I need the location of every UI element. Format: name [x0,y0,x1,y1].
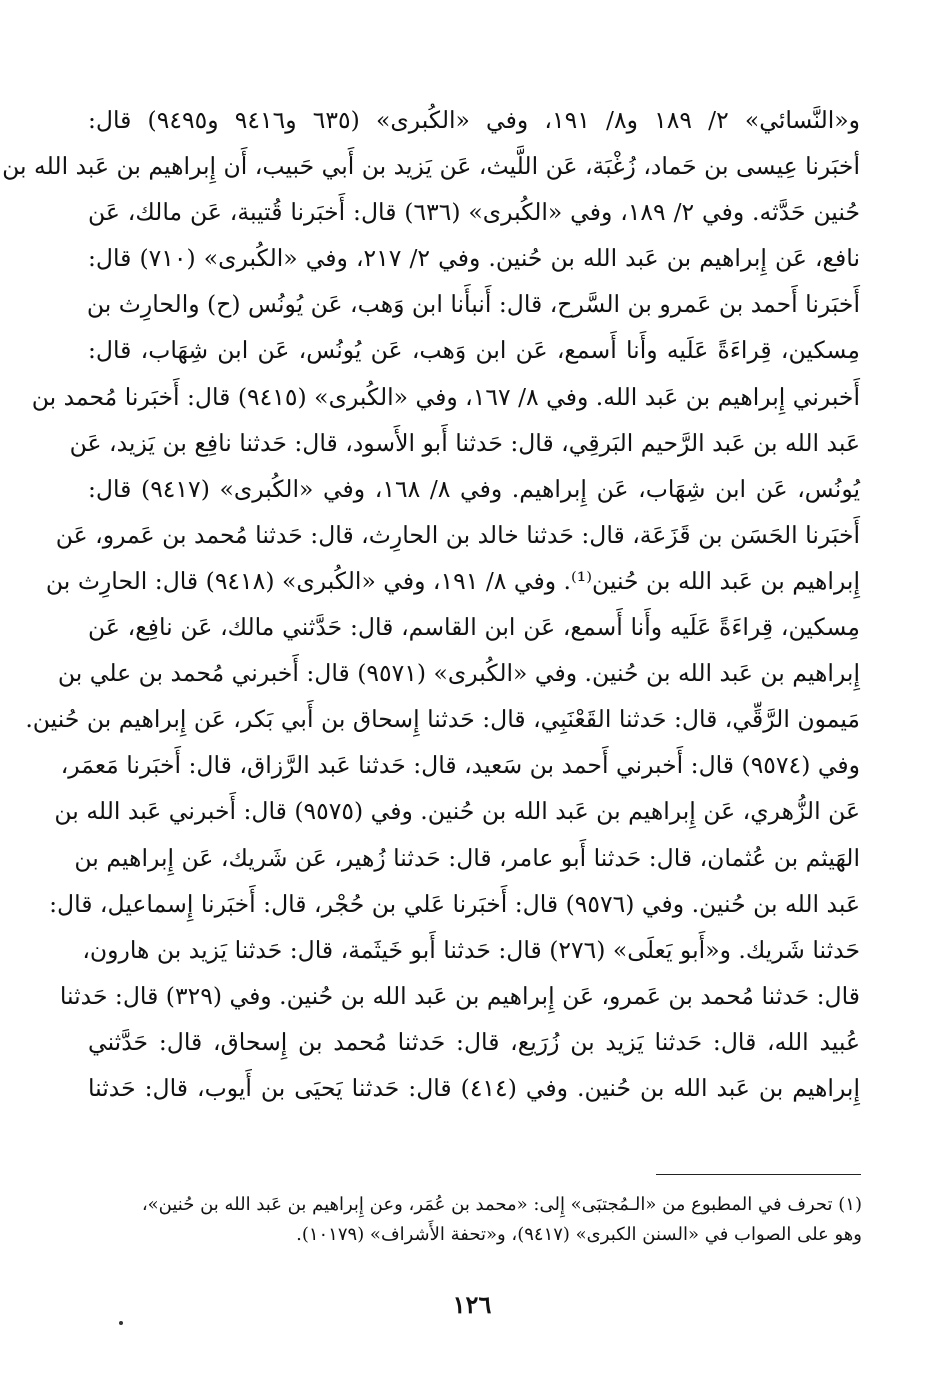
text-line: نافع، عَن إِبراهيم بن عَبد الله بن حُنين. وفي ٢/ ٢١٧، وفي «الكُبرى» (٧١٠) قال: [88,244,860,273]
text-line: إِبراهيم بن عَبد الله بن حُنين⁽¹⁾. وفي ٨/ ١٩١، وفي «الكُبرى» (٩٤١٨) قال: الحارِث بن [45,566,860,595]
text-line: حُنين حَدَّثه. وفي ٢/ ١٨٩، وفي «الكُبرى» (٦٣٦) قال: أَخبَرنا قُتيبة، عَن مالك، عَن [88,198,861,227]
text-line: أَخبَرنا أَحمد بن عَمرو بن السَّرح، قال: أَنبأَنا ابن وَهب، عَن يُونُس (ح) والحارِث بن [86,290,860,319]
footnote-divider [656,1174,861,1175]
text-line: و«النَّسائي» ٢/ ١٨٩ و٨/ ١٩١، وفي «الكُبرى» (٦٣٥ و٩٤١٦ و٩٤٩٥) قال: [88,106,861,134]
text-line: وفي (٩٥٧٤) قال: أَخبرني أَحمد بن سَعيد، قال: حَدثنا عَبد الرَّزاق، قال: أَخبَرنا مَعمَر، [60,751,860,780]
text-line: حَدثنا شَريك. و«أَبو يَعلَى» (٢٧٦) قال: حَدثنا أَبو خَيثَمة، قال: حَدثنا يَزيد بن هارون، [82,935,860,964]
footnote-line: (١) تحرف في المطبوع من «الـمُجتبَى» إِلى: «محمد بن عُمَر، وعن إِبراهيم بن عَبد الله بن حُنين»، [141,1194,862,1215]
text-line: عَبد الله بن عَبد الرَّحيم البَرقِي، قال: حَدثنا أَبو الأَسود، قال: حَدثنا نافِع بن يَزيد، عَن [69,428,860,457]
text-line: يُونُس، عَن ابن شِهَاب، عَن إِبراهيم. وفي ٨/ ١٦٨، وفي «الكُبرى» (٩٤١٧) قال: [88,474,860,503]
text-line: أخبَرنا عِيسى بن حَماد، زُغْبَة، عَن اللَّيث، عَن يَزيد بن أَبي حَبيب، أَن إِبراهيم بن عَبد الله بن [2,152,860,181]
text-line: قال: حَدثنا مُحمد بن عَمرو، عَن إِبراهيم بن عَبد الله بن حُنين. وفي (٣٢٩) قال: حَدثنا [59,981,860,1010]
text-line: عَبد الله بن حُنين. وفي (٩٥٧٦) قال: أَخبَرنا عَلي بن حُجْر، قال: أَخبَرنا إِسماعيل، قال: [49,889,860,918]
footnote-line: وهو على الصواب في «السنن الكبرى» (٩٤١٧)، و«تحفة الأَشراف» (١٠١٧٩). [296,1224,862,1245]
text-line: الهَيثم بن عُثمان، قال: حَدثنا أَبو عامر، قال: حَدثنا زُهير، عَن شَريك، عَن إِبراهيم بن [74,843,860,872]
text-line: إِبراهيم بن عَبد الله بن حُنين. وفي (٤١٤) قال: حَدثنا يَحيَى بن أَيوب، قال: حَدثنا [88,1073,860,1102]
text-line: مِسكين، قِراءَةً عَلَيه وأَنا أَسمع، عَن ابن القاسم، قال: حَدَّثني مالك، عَن نافِع، عَن [88,613,860,642]
text-line: عَن الزُّهري، عَن إِبراهيم بن عَبد الله بن حُنين. وفي (٩٥٧٥) قال: أَخبرني عَبد الله بن [54,797,860,826]
scan-speck [119,1321,123,1325]
text-line: أَخبَرنا الحَسَن بن قَزَعَة، قال: حَدثنا خالد بن الحارِث، قال: حَدثنا مُحمد بن عَمرو، عَن [55,520,860,549]
text-line: مَيمون الرَّقِّي، قال: حَدثنا القَعْنَبِي، قال: حَدثنا إِسحاق بن أَبي بَكر، عَن إِبراهيم بن حُنين. [25,705,860,734]
text-line: مِسكين، قِراءَةً عَلَيه وأَنا أَسمع، عَن ابن وَهب، عَن يُونُس، عَن ابن شِهَاب، قال: [88,336,860,365]
footnote [141,1190,862,1250]
text-line: عُبيد الله، قال: حَدثنا يَزيد بن زُرَيع، قال: حَدثنا مُحمد بن إِسحاق، قال: حَدَّثني [88,1027,860,1056]
text-line: إِبراهيم بن عَبد الله بن حُنين. وفي «الكُبرى» (٩٥٧١) قال: أَخبرني مُحمد بن علي بن [57,659,860,688]
text-line: أَخبرني إِبراهيم بن عَبد الله. وفي ٨/ ١٦٧، وفي «الكُبرى» (٩٤١٥) قال: أَخبَرنا مُحمد بن [31,382,860,411]
body-text [2,97,861,1111]
page-number: ١٢٦ [452,1290,492,1319]
